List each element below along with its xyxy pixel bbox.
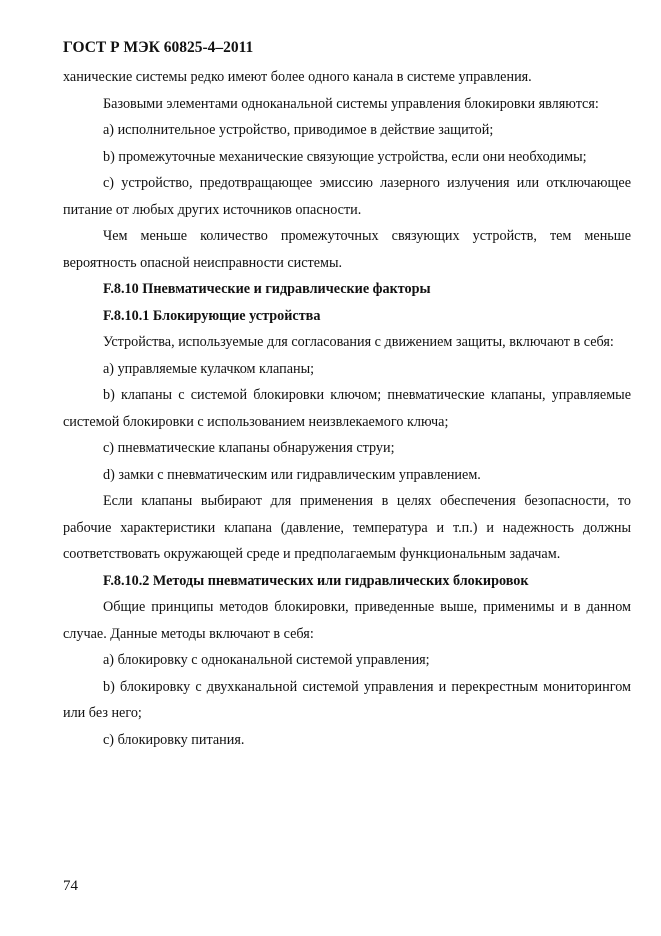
list-item-d: d) замки с пневматическим или гидравлическим управлением.: [103, 466, 481, 483]
paragraph-basic-elements: Базовыми элементами одноканальной системы управления блокировки являются:: [103, 95, 599, 112]
paragraph-methods-intro: Общие принципы методов блокировки, приведенные выше, применимы и в данном случае. Данные методы включают в себя:: [63, 599, 631, 642]
paragraph-fewer-devices: Чем меньше количество промежуточных связующих устройств, тем меньше вероятность опасной неисправности системы.: [63, 228, 631, 271]
paragraph-devices-intro: Устройства, используемые для согласования с движением защиты, включают в себя:: [103, 334, 614, 350]
list-item-c: c) устройство, предотвращающее эмиссию лазерного излучения или отключающее питание от любых других источников опасности.: [63, 175, 631, 218]
list-item-b: b) промежуточные механические связующие устройства, если они необходимы;: [103, 148, 587, 165]
list-item-c: c) пневматические клапаны обнаружения струи;: [103, 440, 395, 456]
section-heading-f-8-10: F.8.10 Пневматические и гидравлические факторы: [103, 281, 431, 297]
list-item-c: c) блокировку питания.: [103, 731, 245, 748]
list-item-a: a) исполнительное устройство, приводимое в действие защитой;: [103, 122, 494, 138]
section-heading-f-8-10-1: F.8.10.1 Блокирующие устройства: [103, 307, 321, 324]
document-header: ГОСТ Р МЭК 60825-4–2011: [63, 39, 254, 56]
list-item-a: a) блокировку с одноканальной системой управления;: [103, 652, 430, 668]
list-item-b: b) блокировку с двухканальной системой управления и перекрестным мониторингом или без него;: [63, 678, 631, 721]
section-heading-f-8-10-2: F.8.10.2 Методы пневматических или гидравлических блокировок: [103, 572, 529, 589]
list-item-b: b) клапаны с системой блокировки ключом; пневматические клапаны, управляемые системой блокировки с использованием неизвлекаемого ключа;: [63, 387, 631, 430]
paragraph-continuation: ханические системы редко имеют более одного канала в системе управления.: [63, 69, 532, 85]
list-item-a: a) управляемые кулачком клапаны;: [103, 360, 315, 377]
document-page: [63, 38, 631, 753]
paragraph-valve-requirements: Если клапаны выбирают для применения в целях обеспечения безопасности, то рабочие характеристики клапана (давление, температура и т.п.) и надежность должны соответствовать окружающей среде и предполагаемым функциональным задачам.: [63, 493, 631, 562]
page-number: 74: [63, 878, 78, 894]
